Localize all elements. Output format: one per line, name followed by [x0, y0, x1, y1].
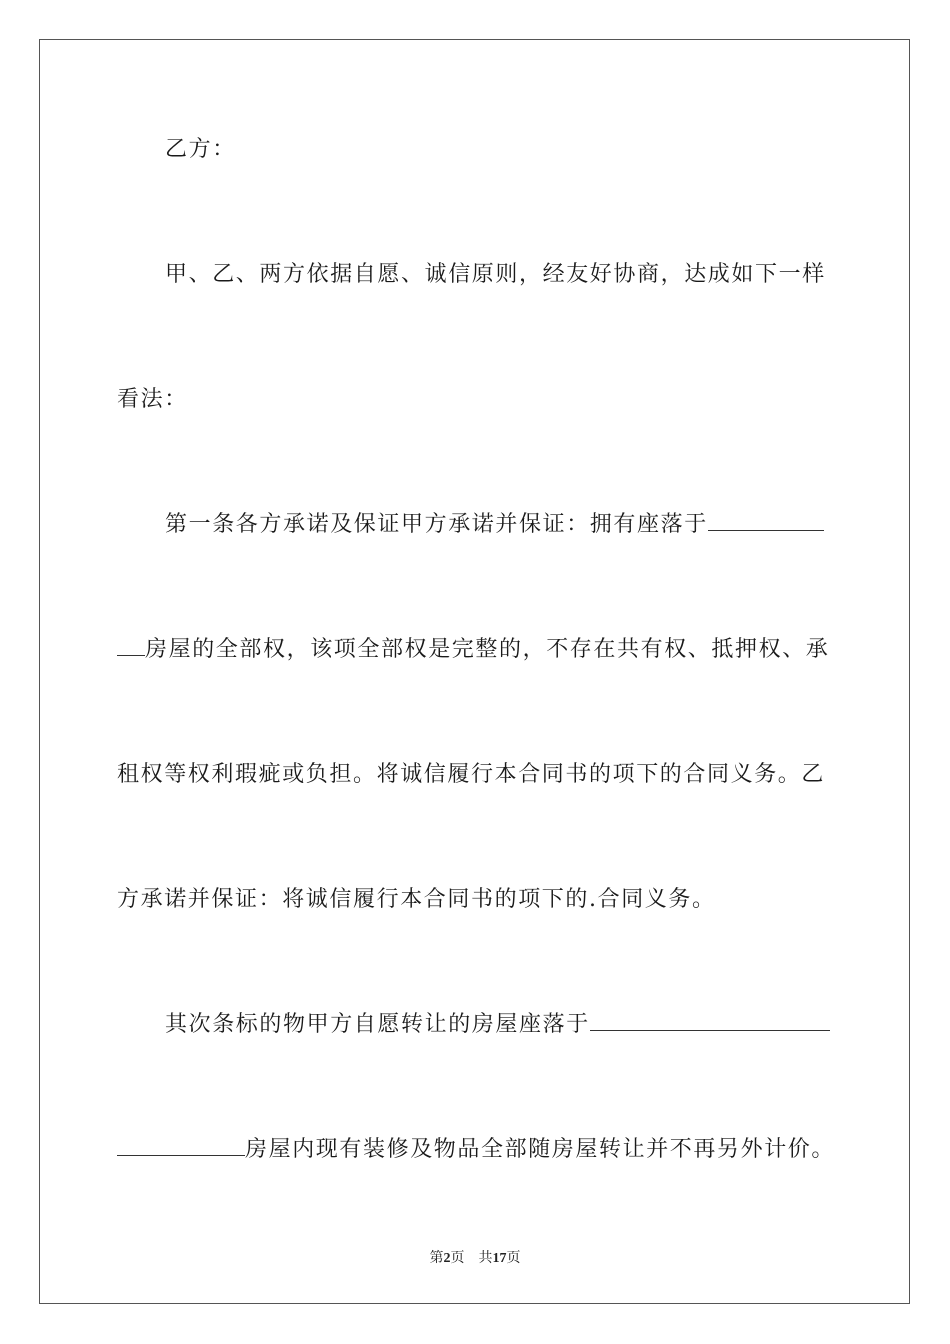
paragraph-intro-line-2: 看法：: [117, 387, 188, 412]
footer-page-suffix: 页: [450, 1251, 465, 1266]
article-1-line-1: [165, 510, 833, 540]
article-2-line-2: [117, 1135, 836, 1165]
fill-blank-location-2-cont: [117, 1135, 245, 1156]
article-1-text: 第一条各方承诺及保证甲方承诺并保证：拥有座落于: [165, 512, 708, 537]
page-footer: [0, 1247, 950, 1267]
article-2-text: 其次条标的物甲方自愿转让的房屋座落于: [165, 1012, 590, 1037]
footer-page-prefix: 第: [429, 1251, 444, 1266]
fill-blank-location-1-cont: [117, 635, 145, 656]
article-1-line-4: 方承诺并保证：将诚信履行本合同书的项下的.合同义务。: [117, 887, 716, 912]
fill-blank-location-1: [708, 510, 824, 531]
article-1-line-3: 租权等权利瑕疵或负担。将诚信履行本合同书的项下的合同义务。乙: [117, 762, 826, 787]
article-2-line-1: [165, 1010, 833, 1040]
article-1-line-2: [117, 635, 833, 665]
footer-total-pages: 17: [492, 1251, 507, 1266]
fill-blank-location-2: [590, 1010, 830, 1031]
article-1-text-cont: 房屋的全部权，该项全部权是完整的，不存在共有权、抵押权、承: [145, 637, 830, 662]
footer-total-suffix: 页: [506, 1251, 521, 1266]
footer-total-prefix: 共: [478, 1251, 493, 1266]
paragraph-intro-line-1: 甲、乙、两方依据自愿、诚信原则，经友好协商，达成如下一样: [165, 262, 826, 287]
footer-page-number: 2: [443, 1251, 451, 1266]
page-border: [39, 39, 910, 1304]
article-2-text-cont: 房屋内现有装修及物品全部随房屋转让并不再另外计价。: [245, 1137, 836, 1162]
party-b-label: 乙方：: [165, 137, 236, 162]
